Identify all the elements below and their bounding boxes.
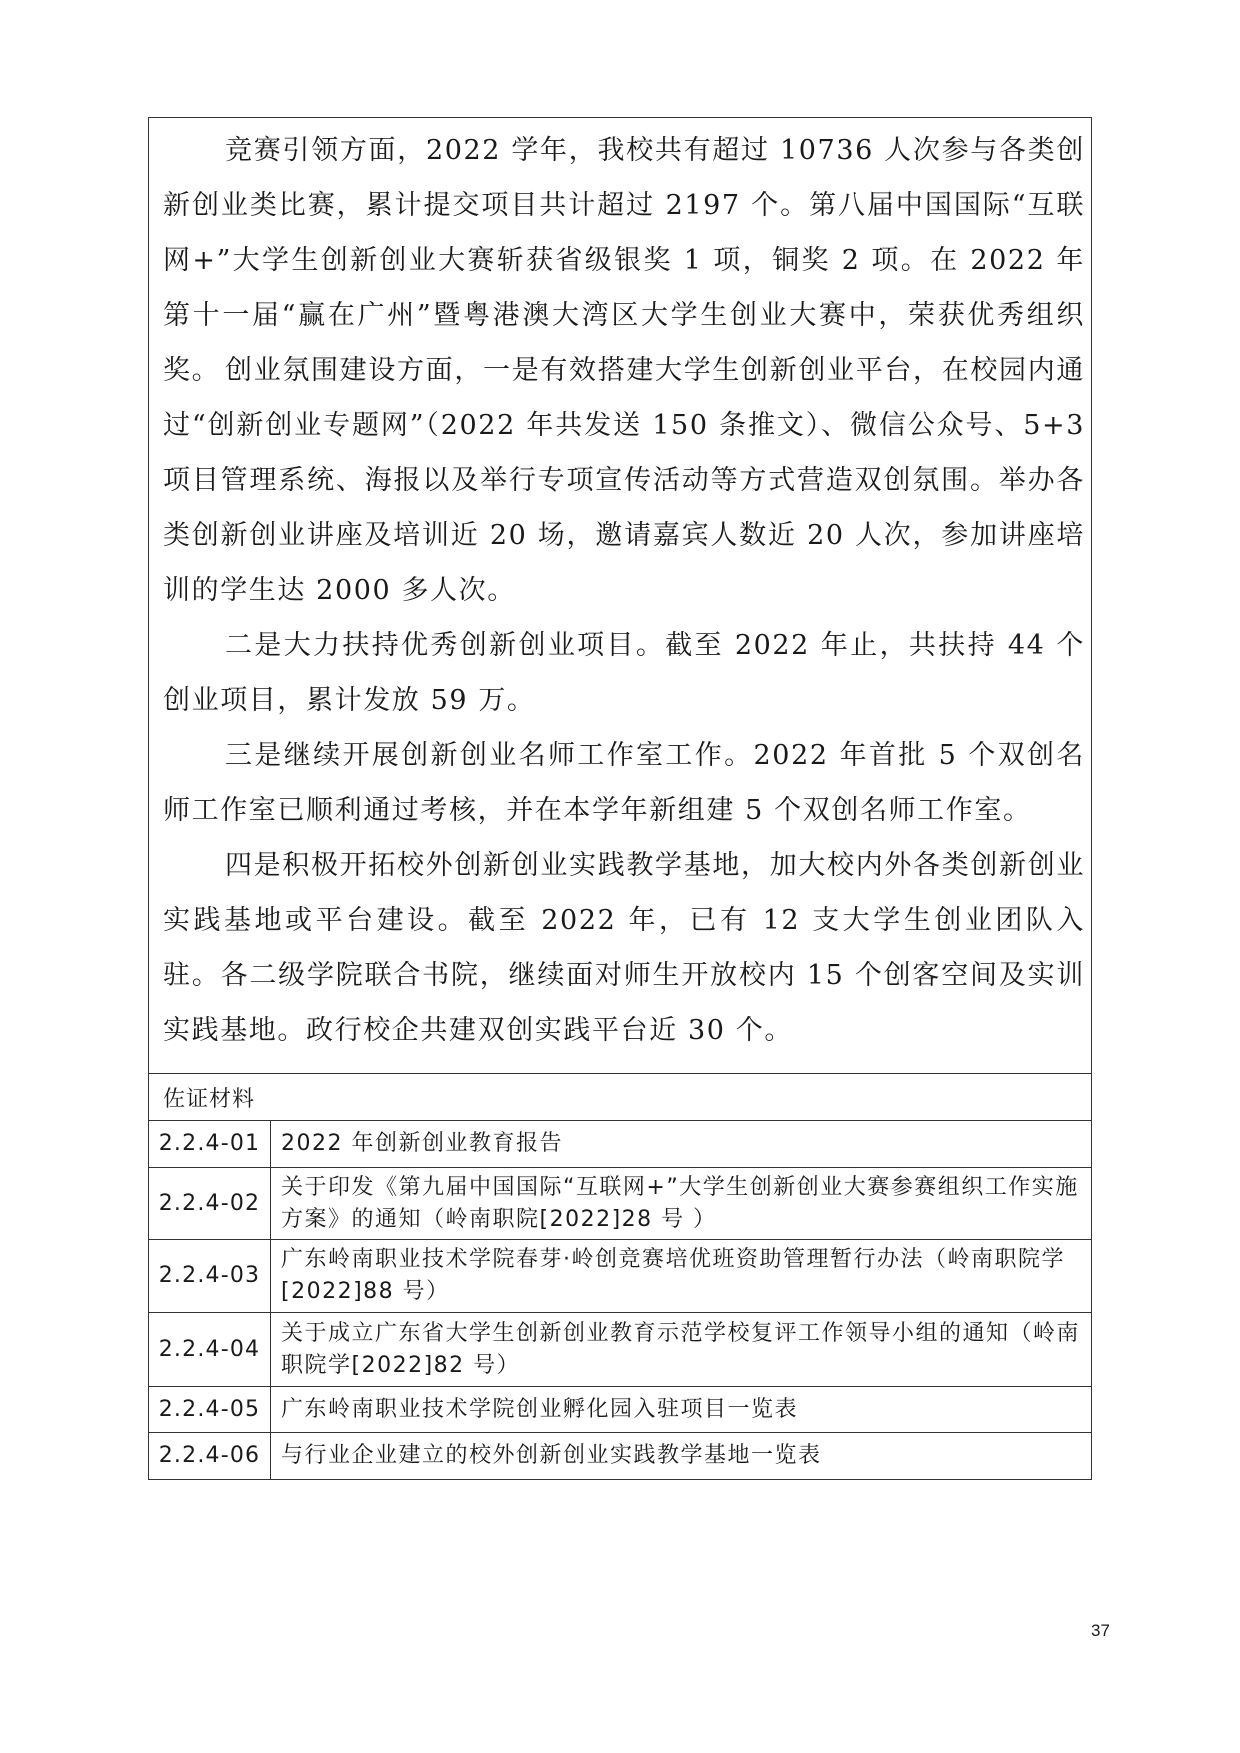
table-row xyxy=(149,1240,1092,1313)
material-title: 广东岭南职业技术学院春芽·岭创竞赛培优班资助管理暂行办法（岭南职院学[2022]88 号） xyxy=(271,1240,1092,1313)
material-title: 关于成立广东省大学生创新创业教育示范学校复评工作领导小组的通知（岭南职院学[2022]82 号） xyxy=(271,1313,1092,1387)
material-code: 2.2.4-06 xyxy=(149,1433,271,1480)
content-box xyxy=(148,117,1092,1073)
table-row xyxy=(149,1433,1092,1480)
paragraph-atmosphere: 创业氛围建设方面，一是有效搭建大学生创新创业平台，在校园内通过“创新创业专题网”（2022 年共发送 150 条推文）、微信公众号、5+3 项目管理系统、海报以及举行专项宣传活动等方式营造双创氛围。举办各类创新创业讲座及培训近 20 场，邀请嘉宾人数近 20 人次，参加讲座培训的学生达 2000 多人次。 xyxy=(163,355,1085,606)
material-title: 2022 年创新创业教育报告 xyxy=(271,1121,1092,1168)
paragraph-studio: 三是继续开展创新创业名师工作室工作。2022 年首批 5 个双创名师工作室已顺利通过考核，并在本学年新组建 5 个双创名师工作室。 xyxy=(163,740,1085,826)
paragraph-support-projects: 二是大力扶持优秀创新创业项目。截至 2022 年止，共扶持 44 个创业项目，累计发放 59 万。 xyxy=(163,630,1085,716)
paragraph-competition: 竞赛引领方面，2022 学年，我校共有超过 10736 人次参与各类创新创业类比赛，累计提交项目共计超过 2197 个。第八届中国国际“互联网+”大学生创新创业大赛斩获省级银奖 1 项，铜奖 2 项。在 2022 年第十一届“赢在广州”暨粤港澳大湾区大学生创业大赛中，荣获优秀组织奖。 xyxy=(163,135,1085,386)
material-code: 2.2.4-01 xyxy=(149,1121,271,1168)
table-row xyxy=(149,1313,1092,1387)
table-row xyxy=(149,1121,1092,1168)
material-code: 2.2.4-02 xyxy=(149,1168,271,1240)
material-code: 2.2.4-03 xyxy=(149,1240,271,1313)
paragraph-practice-base: 四是积极开拓校外创新创业实践教学基地，加大校内外各类创新创业实践基地或平台建设。截至 2022 年，已有 12 支大学生创业团队入驻。各二级学院联合书院，继续面对师生开放校内 15 个创客空间及实训实践基地。政行校企共建双创实践平台近 30 个。 xyxy=(163,850,1085,1046)
table-row xyxy=(149,1168,1092,1240)
table-row xyxy=(149,1387,1092,1433)
materials-label: 佐证材料 xyxy=(163,1087,256,1112)
page-number: 37 xyxy=(1091,1621,1110,1640)
materials-header-row xyxy=(148,1073,1092,1120)
materials-table xyxy=(148,1120,1092,1480)
material-title: 与行业企业建立的校外创新创业实践教学基地一览表 xyxy=(271,1433,1092,1480)
material-title: 广东岭南职业技术学院创业孵化园入驻项目一览表 xyxy=(271,1387,1092,1433)
material-code: 2.2.4-04 xyxy=(149,1313,271,1387)
material-code: 2.2.4-05 xyxy=(149,1387,271,1433)
material-title: 关于印发《第九届中国国际“互联网+”大学生创新创业大赛参赛组织工作实施方案》的通知（岭南职院[2022]28 号 ） xyxy=(271,1168,1092,1240)
